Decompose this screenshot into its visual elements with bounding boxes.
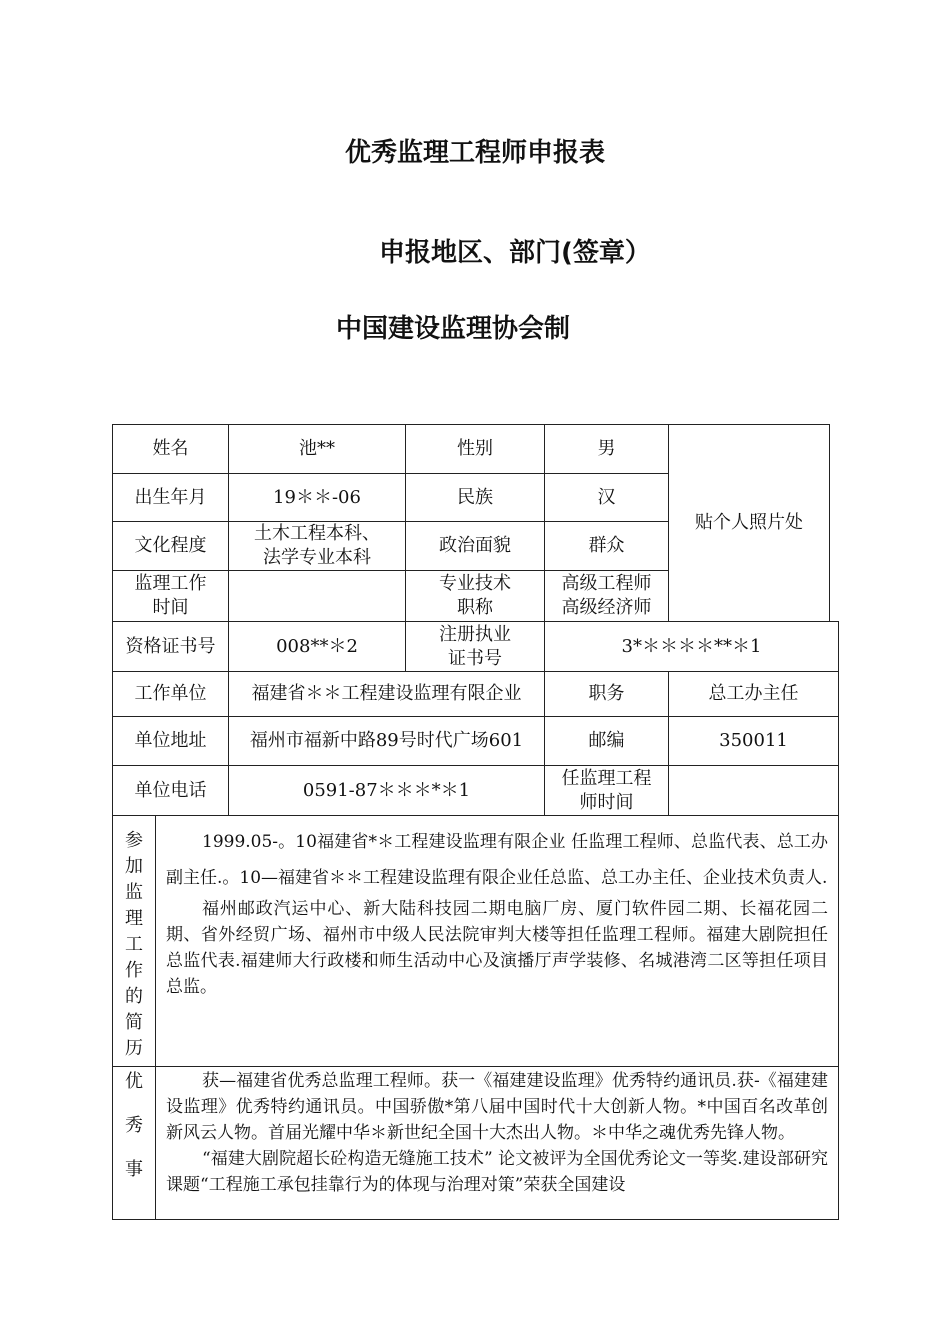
work-time-label-line-1: 监理工作	[134, 573, 207, 594]
professional-title-value-line-2: 高级经济师	[561, 597, 652, 618]
history-label-char: 的	[125, 986, 143, 1007]
birth-label: 出生年月	[112, 473, 229, 522]
education-line-2: 法学专业本科	[263, 547, 371, 568]
work-time-label	[112, 570, 229, 622]
merits-label-char: 事	[125, 1159, 143, 1180]
registration-cert-label	[405, 621, 545, 672]
merits-label	[112, 1066, 156, 1220]
merits-paragraph: 获—福建省优秀总监理工程师。获一《福建建设监理》优秀特约通讯员.获-《福建建设监理》优秀特约通讯员。中国骄傲*第八届中国时代十大创新人物。*中国百名改革创新风云人物。首届光耀中华＊新世纪全国十大杰出人物。＊中华之魂优秀先锋人物。	[166, 1071, 828, 1143]
position-value[interactable]: 总工办主任	[668, 671, 839, 717]
supervisor-time-value[interactable]	[668, 765, 839, 816]
professional-title-value-line-1: 高级工程师	[561, 573, 652, 594]
merits-paragraph: “福建大剧院超长砼构造无缝施工技术” 论文被评为全国优秀论文一等奖.建设部研究课题“工程施工承包挂靠行为的体现与治理对策”荣获全国建设	[166, 1149, 828, 1195]
history-label-char: 监	[125, 882, 143, 903]
supervisor-time-label-line-2: 师时间	[579, 791, 634, 813]
zip-value[interactable]: 350011	[668, 716, 839, 766]
name-label: 姓名	[112, 424, 229, 474]
political-label: 政治面貌	[405, 521, 545, 571]
merits-label-char: 秀	[125, 1115, 143, 1136]
education-line-1: 土木工程本科、	[254, 523, 380, 544]
history-paragraph: 福州邮政汽运中心、新大陆科技园二期电脑厂房、厦门软件园二期、长福花园二期、省外经贸广场、福州市中级人民法院审判大楼等担任监理工程师。福建大剧院担任总监代表.福建师大行政楼和师生活动中心及演播厅声学装修、名城港湾二区等担任项目总监。	[166, 899, 828, 997]
education-label: 文化程度	[112, 521, 229, 571]
employer-value[interactable]: 福建省＊＊工程建设监理有限企业	[228, 671, 545, 717]
history-paragraph: 1999.05-。10福建省*＊工程建设监理有限企业 任监理工程师、总监代表、总工办副主任.。10—福建省＊＊工程建设监理有限企业任总监、总工办主任、企业技术负责人.	[166, 832, 828, 888]
work-time-value[interactable]	[228, 570, 406, 622]
issuer-line: 中国建设监理协会制	[335, 314, 570, 344]
merits-label-char: 优	[125, 1071, 143, 1092]
work-history-text[interactable]	[155, 815, 839, 1067]
birth-value[interactable]: 19＊＊-06	[228, 473, 406, 522]
work-history-label	[112, 815, 156, 1067]
supervisor-time-label-line-1: 任监理工程	[561, 767, 652, 789]
address-label: 单位地址	[112, 716, 229, 766]
professional-title-label-line-2: 职称	[457, 597, 493, 618]
education-value[interactable]	[228, 521, 406, 571]
history-label-char: 加	[125, 856, 143, 877]
registration-cert-value[interactable]: 3*＊＊＊＊**＊1	[544, 621, 839, 672]
registration-cert-label-line-2: 证书号	[448, 647, 502, 669]
phone-value[interactable]: 0591-87＊＊＊*＊1	[228, 765, 545, 816]
history-label-char: 历	[125, 1038, 143, 1059]
form-title: 优秀监理工程师申报表	[344, 138, 605, 168]
history-label-char: 作	[125, 960, 143, 981]
gender-value[interactable]: 男	[544, 424, 669, 474]
qualification-cert-label: 资格证书号	[112, 621, 229, 672]
declaring-region-signature: 申报地区、部门(签章）	[379, 238, 651, 268]
gender-label: 性别	[405, 424, 545, 474]
history-label-char: 工	[125, 934, 143, 955]
registration-cert-label-line-1: 注册执业	[439, 623, 511, 645]
qualification-cert-value[interactable]: 008**＊2	[228, 621, 406, 672]
employer-label: 工作单位	[112, 671, 229, 717]
phone-label: 单位电话	[112, 765, 229, 816]
position-label: 职务	[544, 671, 669, 717]
work-time-label-line-2: 时间	[152, 597, 189, 618]
professional-title-label-line-1: 专业技术	[439, 573, 511, 594]
history-label-char: 参	[125, 830, 143, 851]
zip-label: 邮编	[544, 716, 669, 766]
photo-placeholder: 贴个人照片处	[668, 424, 830, 622]
history-label-char: 理	[125, 908, 143, 929]
professional-title-label	[405, 570, 545, 622]
ethnic-label: 民族	[405, 473, 545, 522]
political-value[interactable]: 群众	[544, 521, 669, 571]
merits-text[interactable]	[155, 1066, 839, 1220]
supervisor-time-label	[544, 765, 669, 816]
address-value[interactable]: 福州市福新中路89号时代广场601	[228, 716, 545, 766]
name-value[interactable]: 池**	[228, 424, 406, 474]
professional-title-value[interactable]	[544, 570, 669, 622]
ethnic-value[interactable]: 汉	[544, 473, 669, 522]
history-label-char: 简	[125, 1012, 143, 1033]
